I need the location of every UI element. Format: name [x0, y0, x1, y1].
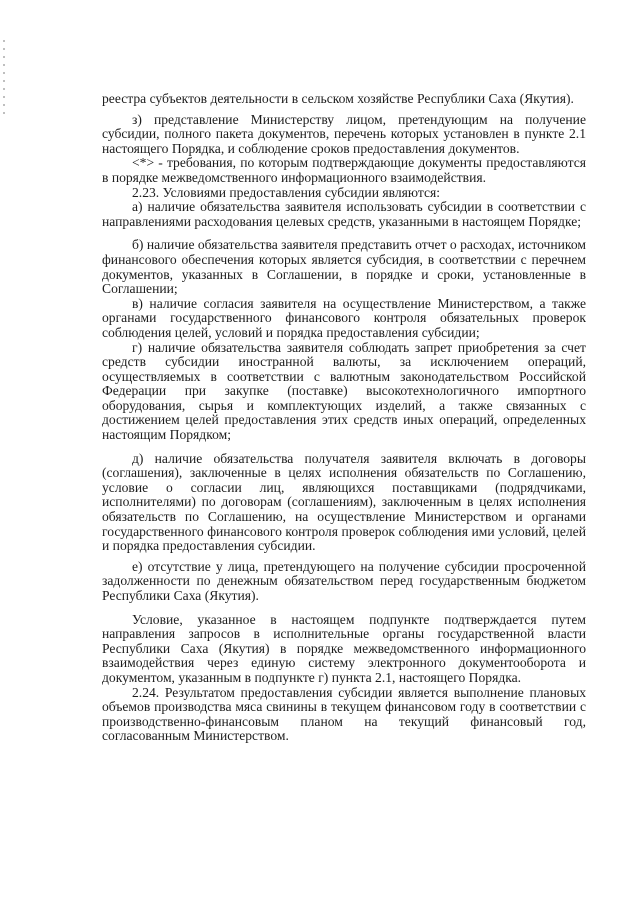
scan-margin-mark	[2, 40, 6, 120]
document-body	[102, 92, 586, 744]
paragraph-2-23-heading: 2.23. Условиями предоставления субсидии являются:	[132, 184, 441, 200]
paragraph-item-z: з) представление Министерству лицом, претендующим на получение субсидии, полного пакета документов, перечень которых установлен в пункте 2.1 настоящего Порядка, и соблюдение сроков предоставления документов.	[102, 111, 586, 156]
paragraph-condition-g: г) наличие обязательства заявителя соблюдать запрет приобретения за счет средств субсидии иностранной валюты, за исключением операций, осуществляемых в соответствии с валютным законодательством Российской Федерации при закупке (поставке) высокотехнологичного импортного оборудования, сырья и комплектующих изделий, а также связанных с достижением целей предоставления этих средств иных операций, определенных настоящим Порядком;	[102, 339, 586, 443]
paragraph-registry-continuation: реестра субъектов деятельности в сельском хозяйстве Республики Саха (Якутия).	[102, 91, 574, 106]
paragraph-condition-v: в) наличие согласия заявителя на осуществление Министерством, а также органами государственного финансового контроля обязательных проверок соблюдения целей, условий и порядка предоставления субсидии;	[102, 295, 586, 340]
paragraph-2-24-result: 2.24. Результатом предоставления субсидии является выполнение плановых объемов производства мяса свинины в текущем финансовом году в соответствии с производственно-финансовым планом на текущий финансовый год, согласованным Министерством.	[102, 684, 586, 744]
paragraph-condition-d: д) наличие обязательства получателя заявителя включать в договоры (соглашения), заключенные в целях исполнения обязательств по Соглашению, условие о согласии лиц, являющихся поставщиками (подрядчиками, исполнителями) по договорам (соглашениям), заключенным в целях исполнения обязательств по Соглашению, на осуществление Министерством и органами государственного финансового контроля проверок соблюдения ими условий, целей и порядка предоставления субсидии.	[102, 450, 586, 554]
paragraph-condition-e: е) отсутствие у лица, претендующего на получение субсидии просроченной задолженности по денежным обязательством перед государственным бюджетом Республики Саха (Якутия).	[102, 558, 586, 603]
paragraph-condition-b: б) наличие обязательства заявителя представить отчет о расходах, источником финансового обеспечения которых является субсидия, в соответствии с перечнем документов, указанных в Соглашении, в порядке и сроки, установленные в Соглашении;	[102, 237, 586, 297]
paragraph-footnote-requirements: <*> - требования, по которым подтверждающие документы предоставляются в порядке межведомственного информационного взаимодействия.	[102, 155, 586, 185]
paragraph-condition-confirmation: Условие, указанное в настоящем подпункте подтверждается путем направления запросов в исполнительные органы государственной власти Республики Саха (Якутия) в порядке межведомственного информационного взаимодействия через единую систему электронного документооборота и документом, указанным в подпункте г) пункта 2.1, настоящего Порядка.	[102, 611, 586, 685]
paragraph-condition-a: а) наличие обязательства заявителя использовать субсидии в соответствии с направлениями расходования целевых средств, указанными в настоящем Порядке;	[102, 199, 586, 229]
